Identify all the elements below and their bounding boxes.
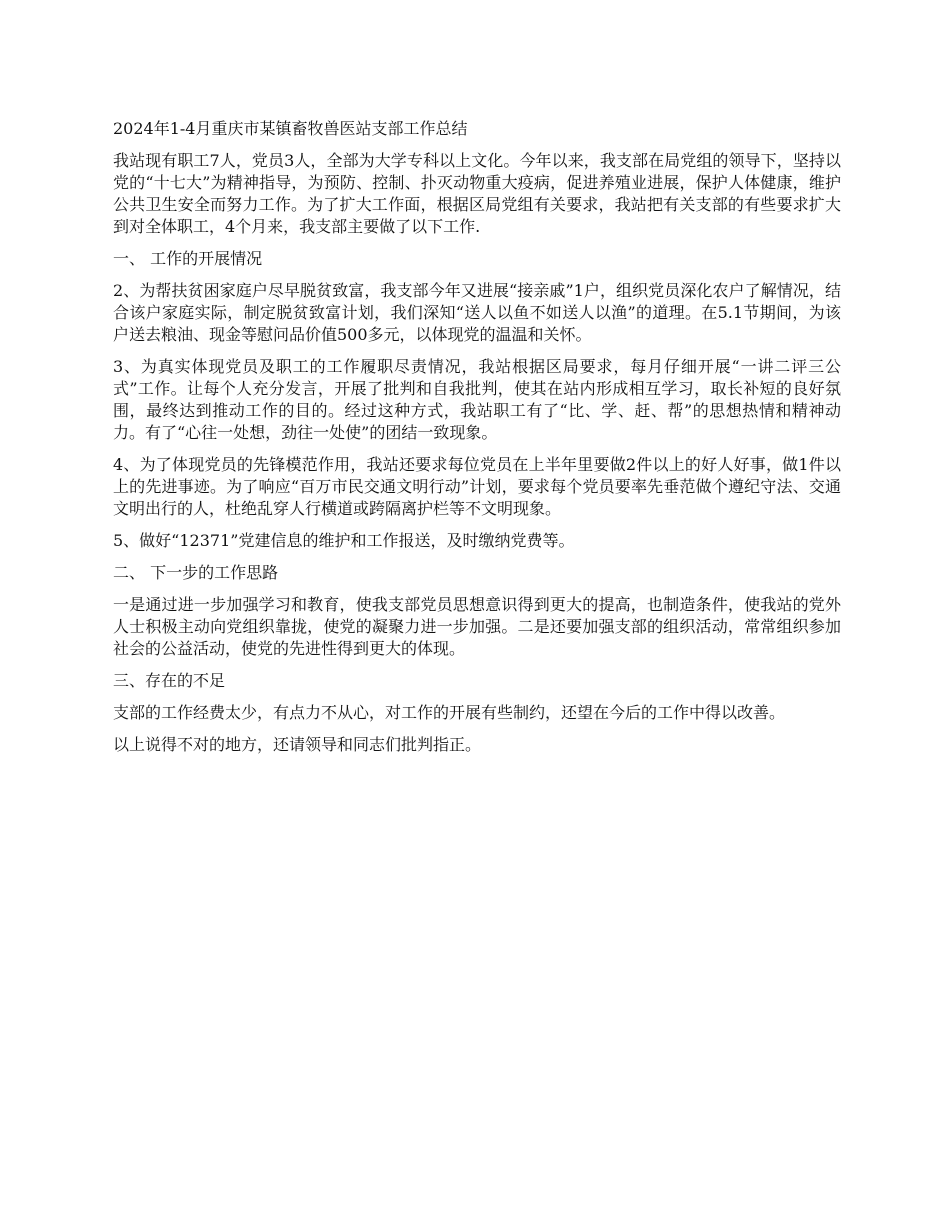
work-item-2: 2、为帮扶贫困家庭户尽早脱贫致富，我支部今年又进展“接亲戚”1户，组织党员深化农户了解情况，结合该户家庭实际，制定脱贫致富计划，我们深知“送人以鱼不如送人以渔”的道理。在5.1节期间，为该户送去粮油、现金等慰问品价值500多元，以体现党的温温和关怀。 [113, 281, 841, 344]
next-steps-paragraph: 一是通过进一步加强学习和教育，使我支部党员思想意识得到更大的提高，也制造条件，使我站的党外人士积极主动向党组织靠拢，使党的凝聚力进一步加强。二是还要加强支部的组织活动，常常组织参加社会的公益活动，使党的先进性得到更大的体现。 [113, 595, 841, 658]
work-item-5: 5、做好“12371”党建信息的维护和工作报送，及时缴纳党费等。 [113, 531, 575, 550]
document-title: 2024年1-4月重庆市某镇畜牧兽医站支部工作总结 [113, 119, 468, 138]
section-heading-shortcomings: 三、存在的不足 [113, 671, 226, 690]
document-page [113, 118, 841, 766]
section-heading-progress: 一、 工作的开展情况 [113, 249, 263, 268]
work-item-4: 4、为了体现党员的先锋模范作用，我站还要求每位党员在上半年里要做2件以上的好人好事，做1件以上的先进事迹。为了响应“百万市民交通文明行动”计划，要求每个党员要率先垂范做个遵纪守法、交通文明出行的人，杜绝乱穿人行横道或跨隔离护栏等不文明现象。 [113, 455, 841, 518]
intro-paragraph: 我站现有职工7人，党员3人，全部为大学专科以上文化。今年以来，我支部在局党组的领导下，坚持以党的“十七大”为精神指导，为预防、控制、扑灭动物重大疫病，促进养殖业进展，保护人体健康，维护公共卫生安全而努力工作。为了扩大工作面，根据区局党组有关要求，我站把有关支部的有些要求扩大到对全体职工，4个月来，我支部主要做了以下工作. [113, 151, 841, 236]
section-heading-next-steps: 二、 下一步的工作思路 [113, 563, 279, 582]
work-item-3: 3、为真实体现党员及职工的工作履职尽责情况，我站根据区局要求，每月仔细开展“一讲二评三公式”工作。让每个人充分发言，开展了批判和自我批判，使其在站内形成相互学习，取长补短的良好氛围，最终达到推动工作的目的。经过这种方式，我站职工有了“比、学、赶、帮”的思想热情和精神动力。有了“心往一处想，劲往一处使”的团结一致现象。 [113, 357, 841, 442]
closing-paragraph: 以上说得不对的地方，还请领导和同志们批判指正。 [113, 735, 482, 754]
shortcomings-paragraph: 支部的工作经费太少，有点力不从心，对工作的开展有些制约，还望在今后的工作中得以改善。 [113, 703, 786, 722]
